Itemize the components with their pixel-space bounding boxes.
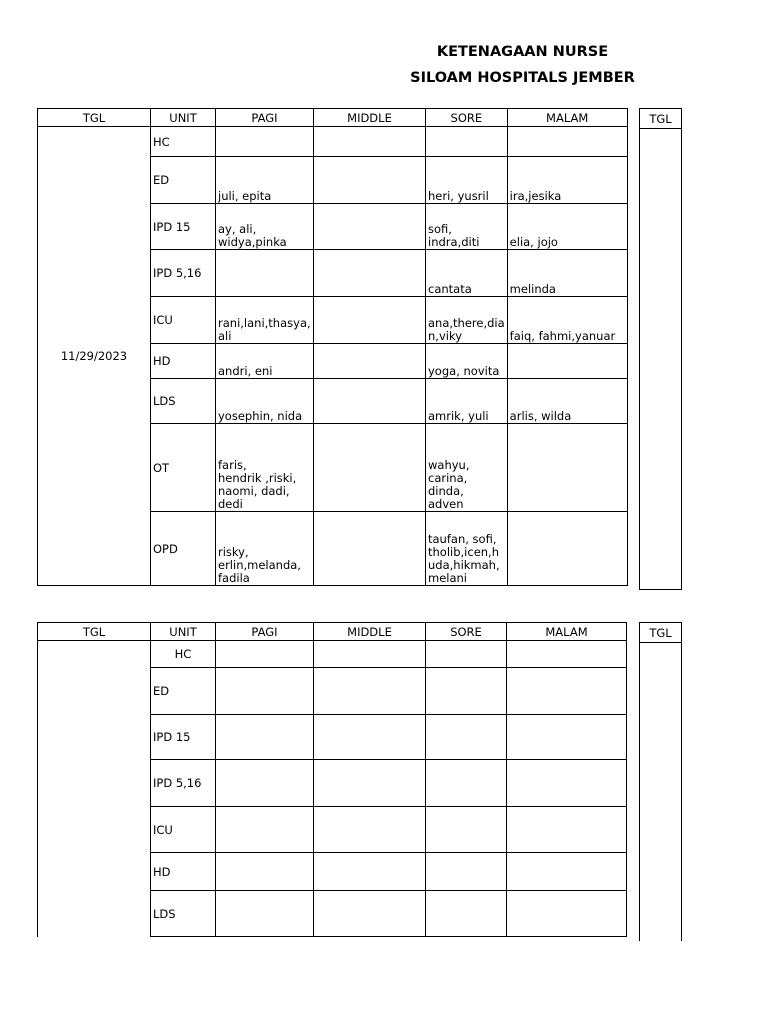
header-row: [38, 109, 628, 127]
table-row: [38, 641, 627, 668]
unit-cell: HD: [151, 344, 216, 379]
unit-cell: LDS: [151, 379, 216, 424]
malam-cell: ira,jesika: [507, 157, 627, 204]
pagi-cell: [216, 715, 314, 760]
table-row: [38, 127, 628, 157]
middle-cell: [314, 344, 426, 379]
middle-cell: [314, 379, 426, 424]
pagi-cell: [216, 807, 314, 853]
middle-cell: [314, 127, 426, 157]
pagi-cell: [216, 760, 314, 807]
middle-cell: [314, 250, 426, 297]
side-header-tgl: TGL: [640, 109, 682, 129]
sore-cell: sofi, indra,diti: [426, 204, 508, 250]
pagi-cell: ay, ali, widya,pinka: [216, 204, 314, 250]
middle-cell: [314, 512, 426, 586]
unit-cell: IPD 15: [151, 204, 216, 250]
middle-cell: [314, 807, 426, 853]
unit-cell: IPD 15: [151, 715, 216, 760]
date-cell: [38, 641, 151, 937]
unit-cell: ICU: [151, 297, 216, 344]
schedule-table-2: [37, 622, 627, 937]
unit-cell: OPD: [151, 512, 216, 586]
pagi-cell: andri, eni: [216, 344, 314, 379]
middle-cell: [314, 157, 426, 204]
sore-cell: [426, 853, 507, 891]
pagi-cell: [216, 250, 314, 297]
sore-cell: taufan, sofi, tholib,icen,h uda,hikmah, melani: [426, 512, 508, 586]
pagi-cell: [216, 853, 314, 891]
pagi-cell: yosephin, nida: [216, 379, 314, 424]
sore-cell: heri, yusril: [426, 157, 508, 204]
pagi-cell: [216, 641, 314, 668]
unit-cell: ED: [151, 157, 216, 204]
malam-cell: [507, 512, 627, 586]
pagi-cell: faris, hendrik ,riski, naomi, dadi, dedi: [216, 424, 314, 512]
col-header-pagi: PAGI: [216, 109, 314, 127]
side-table-1: [639, 108, 682, 590]
middle-cell: [314, 641, 426, 668]
middle-cell: [314, 297, 426, 344]
unit-cell: OT: [151, 424, 216, 512]
side-table-2: [639, 622, 682, 941]
malam-cell: [507, 715, 627, 760]
malam-cell: [507, 424, 627, 512]
pagi-cell: juli, epita: [216, 157, 314, 204]
unit-cell: HD: [151, 853, 216, 891]
middle-cell: [314, 853, 426, 891]
sore-cell: [426, 641, 507, 668]
malam-cell: faiq, fahmi,yanuar: [507, 297, 627, 344]
sore-cell: amrik, yuli: [426, 379, 508, 424]
malam-cell: [507, 807, 627, 853]
col-header-middle: MIDDLE: [314, 623, 426, 641]
header-row: [38, 623, 627, 641]
sore-cell: wahyu, carina, dinda, adven: [426, 424, 508, 512]
malam-cell: [507, 853, 627, 891]
sore-cell: [426, 807, 507, 853]
col-header-malam: MALAM: [507, 109, 627, 127]
sore-cell: [426, 715, 507, 760]
hospital-name: SILOAM HOSPITALS JEMBER: [410, 70, 635, 86]
col-header-tgl: TGL: [38, 109, 151, 127]
col-header-unit: UNIT: [151, 623, 216, 641]
malam-cell: [507, 891, 627, 937]
unit-cell: HC: [151, 127, 216, 157]
col-header-sore: SORE: [426, 109, 508, 127]
col-header-tgl: TGL: [38, 623, 151, 641]
middle-cell: [314, 424, 426, 512]
malam-cell: [507, 760, 627, 807]
sore-cell: [426, 760, 507, 807]
date-cell: 11/29/2023: [38, 127, 151, 586]
sore-cell: cantata: [426, 250, 508, 297]
malam-cell: [507, 641, 627, 668]
col-header-sore: SORE: [426, 623, 507, 641]
sore-cell: [426, 127, 508, 157]
sore-cell: [426, 891, 507, 937]
page-title: KETENAGAAN NURSE: [436, 44, 609, 60]
malam-cell: [507, 668, 627, 715]
unit-cell: ICU: [151, 807, 216, 853]
pagi-cell: [216, 127, 314, 157]
unit-cell: IPD 5,16: [151, 760, 216, 807]
malam-cell: [507, 344, 627, 379]
side-date-cell: [640, 129, 682, 590]
side-date-cell: [640, 643, 682, 942]
col-header-pagi: PAGI: [216, 623, 314, 641]
middle-cell: [314, 715, 426, 760]
middle-cell: [314, 204, 426, 250]
pagi-cell: [216, 668, 314, 715]
side-header-tgl: TGL: [640, 623, 682, 643]
col-header-unit: UNIT: [151, 109, 216, 127]
schedule-table-1: [37, 108, 628, 586]
pagi-cell: rani,lani,thasya, ali: [216, 297, 314, 344]
malam-cell: arlis, wilda: [507, 379, 627, 424]
pagi-cell: [216, 891, 314, 937]
col-header-middle: MIDDLE: [314, 109, 426, 127]
unit-cell: IPD 5,16: [151, 250, 216, 297]
middle-cell: [314, 891, 426, 937]
sore-cell: yoga, novita: [426, 344, 508, 379]
sore-cell: [426, 668, 507, 715]
col-header-malam: MALAM: [507, 623, 627, 641]
middle-cell: [314, 760, 426, 807]
malam-cell: melinda: [507, 250, 627, 297]
pagi-cell: risky, erlin,melanda, fadila: [216, 512, 314, 586]
unit-cell: HC: [151, 641, 216, 668]
middle-cell: [314, 668, 426, 715]
malam-cell: elia, jojo: [507, 204, 627, 250]
sore-cell: ana,there,dia n,viky: [426, 297, 508, 344]
unit-cell: LDS: [151, 891, 216, 937]
malam-cell: [507, 127, 627, 157]
unit-cell: ED: [151, 668, 216, 715]
